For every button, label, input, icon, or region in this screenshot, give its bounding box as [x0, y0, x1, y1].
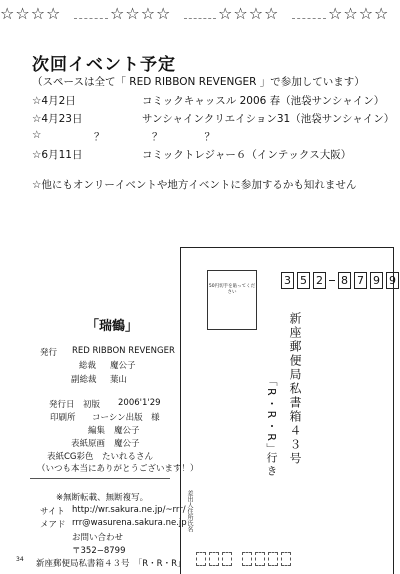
- notice-title: 次回イベント予定: [32, 55, 176, 75]
- stamp-box: [207, 270, 257, 330]
- event-mark: ☆: [32, 149, 42, 161]
- sender-postal-box[interactable]: [281, 552, 291, 566]
- contact-label: お問い合わせ: [72, 533, 124, 543]
- event-mark: ☆: [32, 113, 42, 125]
- star-row: ☆☆☆☆: [328, 4, 390, 23]
- sender-postal-box[interactable]: [242, 552, 252, 566]
- copy-notice: ※無断転載、無断複写。: [56, 493, 149, 503]
- event-name: ？ ？: [152, 131, 215, 143]
- printer-label: 印刷所: [50, 413, 76, 423]
- contact-address: 新座郵便局私書箱４３号 「R・R・R」: [36, 559, 186, 569]
- event-date: 4月2日: [41, 95, 76, 107]
- cover-cg-label: 表紙CG彩色: [47, 452, 94, 462]
- page-number: 34: [16, 556, 24, 563]
- mail-label: メアド: [40, 520, 66, 530]
- site-url[interactable]: http://wr.sakura.ne.jp/~rrr/: [72, 505, 186, 515]
- postal-digit: 3: [281, 272, 294, 289]
- printer: コーシン出版 様: [92, 413, 160, 423]
- postal-digit: 7: [354, 272, 367, 289]
- star-border: [0, 4, 400, 26]
- dashed-divider: [292, 18, 326, 19]
- cover-art: 魔公子: [114, 439, 140, 449]
- thanks-note: （いつも本当にありがとうございます！）: [37, 464, 199, 474]
- postal-digit: 2: [313, 272, 326, 289]
- sender-postal-box[interactable]: [209, 552, 219, 566]
- recipient-name: 「R・R・R」: [265, 375, 278, 456]
- sender-postal-boxes: [196, 552, 291, 566]
- recipient-address: 新座郵便局私書箱４３号: [288, 312, 302, 466]
- publisher-label: 発行: [40, 348, 58, 358]
- editor: 魔公子: [114, 426, 140, 436]
- book-title: 「瑞鶴」: [86, 319, 139, 334]
- star-row: ☆☆☆☆: [110, 4, 172, 23]
- chief: 魔公子: [110, 361, 136, 371]
- event-date: ？: [94, 131, 105, 143]
- sender-postal-dash: [235, 552, 239, 566]
- editor-label: 編集: [88, 426, 106, 436]
- cover-art-label: 表紙原画: [71, 439, 106, 449]
- recipient-suffix: 行き: [265, 452, 278, 478]
- event-mark: ☆: [32, 95, 42, 107]
- publisher: RED RIBBON REVENGER: [72, 346, 175, 356]
- event-item: [32, 129, 215, 143]
- notice-other: ☆他にもオンリーイベントや地方イベントに参加するかも知れません: [32, 179, 357, 191]
- site-label: サイト: [40, 507, 65, 517]
- vice-label: 副総裁: [71, 375, 97, 385]
- event-name: コミックトレジャー６（インテックス大阪）: [142, 149, 352, 161]
- edition: 初版: [83, 400, 101, 410]
- dashed-divider: [74, 18, 108, 19]
- postal-dash: [329, 272, 335, 289]
- date-label: 発行日: [49, 400, 75, 410]
- postal-code: 〒352−8799: [72, 546, 126, 556]
- sender-postal-box[interactable]: [268, 552, 278, 566]
- stamp-text: 50円切手を貼ってください: [208, 284, 256, 295]
- event-item: [32, 111, 395, 126]
- event-item: [32, 147, 352, 162]
- colophon-divider: [30, 478, 170, 479]
- notice-subtitle: （スペースは全て「 RED RIBBON REVENGER 」で参加しています）: [32, 76, 365, 88]
- chief-label: 総裁: [79, 361, 97, 371]
- star-row: ☆☆☆☆: [218, 4, 280, 23]
- postal-digit: 9: [370, 272, 383, 289]
- event-item: [32, 93, 385, 108]
- event-mark: ☆: [32, 129, 42, 141]
- postal-digit: 5: [297, 272, 310, 289]
- sender-postal-box[interactable]: [196, 552, 206, 566]
- vice: 葉山: [110, 375, 128, 385]
- event-date: 6月11日: [41, 149, 83, 161]
- sender-label: 差出人住所氏名: [186, 490, 193, 532]
- cover-cg: たいれるさん: [102, 452, 154, 462]
- event-name: サンシャインクリエイション31（池袋サンシャイン）: [142, 113, 395, 125]
- sender-postal-box[interactable]: [222, 552, 232, 566]
- event-name: コミックキャッスル 2006 春（池袋サンシャイン）: [142, 95, 385, 107]
- issue-date: 2006'1'29: [118, 398, 161, 408]
- sender-postal-box[interactable]: [255, 552, 265, 566]
- mail-address[interactable]: rrr@wasurena.sakura.ne.jp: [72, 518, 187, 528]
- event-date: 4月23日: [41, 113, 83, 125]
- postal-digit: 8: [338, 272, 351, 289]
- postal-digit: 9: [386, 272, 399, 289]
- dashed-divider: [184, 18, 216, 19]
- star-row: ☆☆☆☆: [0, 4, 62, 23]
- postal-code-boxes: [281, 272, 399, 289]
